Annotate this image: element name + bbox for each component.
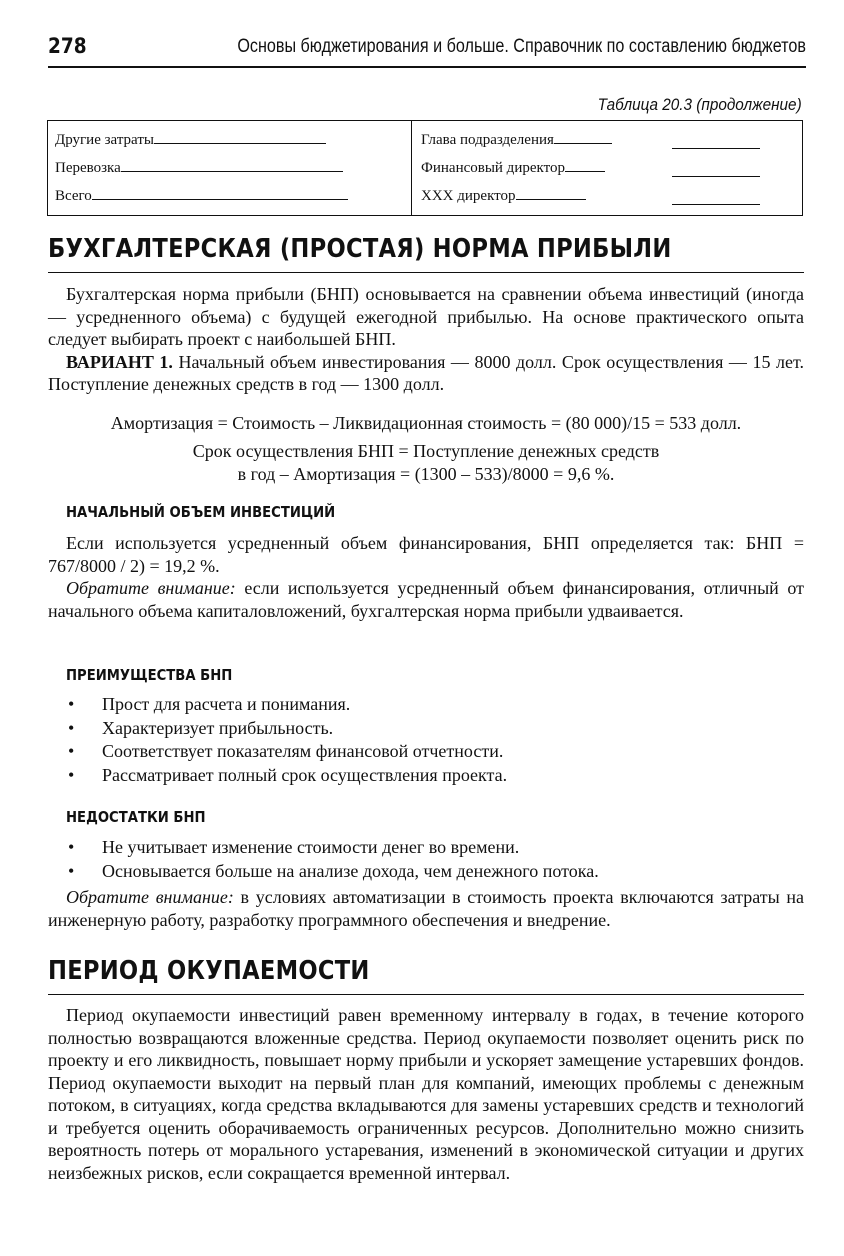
table-divider (411, 121, 412, 215)
list-item: • Характеризует прибыльность. (66, 717, 507, 741)
table-cell-label: Глава подразделения (421, 132, 554, 148)
table-row (55, 187, 348, 205)
signature-table (47, 120, 803, 216)
table-caption: Таблица 20.3 (продолжение) (597, 95, 802, 114)
paragraph: Период окупаемости инвестиций равен временному интервалу в годах, в течение которого полностью возвращаются вложенные средства. Период окупаемости позволяет оценить риск по проекту и его ликвидность, повышает норму прибыли и ускоряет замещение устаревших фондов. Период окупаемости выходит на первый план для компаний, имеющих проблемы с денежным потоком, в ситуациях, когда средства вкладываются для замены устаревших средств и технологий и требуется оценить оборачиваемость ограниченных ресурсов. Дополнительно можно снизить вероятность потерь от морального устаревания, изменений в экономической ситуации и других неизбежных рисков, если сокращается временной интервал. (48, 1005, 804, 1183)
fill-line (565, 159, 605, 172)
table-row (55, 159, 343, 177)
list-item: • Соответствует показателям финансовой отчетности. (66, 740, 507, 764)
disadvantages-list (66, 836, 599, 883)
variant-text: Начальный объем инвестирования — 8000 долл. Срок осуществления — 15 лет. Поступление денежных средств в год — 1300 долл. (48, 351, 804, 394)
paragraph: Если используется усредненный объем финансирования, БНП определяется так: БНП = 767/8000 / 2) = 19,2 %. (48, 533, 804, 576)
note-label: Обратите внимание: (66, 578, 236, 598)
body-text (48, 1004, 804, 1184)
fill-line (554, 131, 612, 144)
note-text: в условиях автоматизации в стоимость проекта включаются затраты на инженерную работу, разработку программного обеспечения и внедрение. (48, 887, 805, 930)
fill-line (516, 187, 586, 200)
body-text (48, 532, 804, 622)
body-text (48, 886, 804, 931)
subsection-heading: НАЧАЛЬНЫЙ ОБЪЕМ ИНВЕСТИЦИЙ (66, 503, 336, 521)
table-row (421, 159, 605, 177)
signature-line (672, 148, 760, 149)
table-cell-label: XXX директор (421, 188, 516, 204)
section-heading (48, 234, 804, 273)
paragraph: Бухгалтерская норма прибыли (БНП) основывается на сравнении объема инвестиций (иногда — усредненного объема) с будущей ежегодной прибылью. На основе практического опыта следует выбирать проект с наибольшей БНП. (48, 284, 804, 349)
body-text (48, 283, 804, 396)
fill-line (92, 187, 348, 200)
note-text: если используется усредненный объем финансирования, отличный от начального объема капиталовложений, бухгалтерская норма прибыли удваивается. (48, 578, 804, 621)
list-item: • Основывается больше на анализе дохода, чем денежного потока. (66, 860, 599, 884)
page-number: 278 (48, 34, 87, 58)
formula: Амортизация = Стоимость – Ликвидационная стоимость = (80 000)/15 = 533 долл. (110, 413, 742, 433)
table-cell-label: Перевозка (55, 160, 121, 176)
table-cell-label: Всего (55, 188, 92, 204)
formula-line: в год – Амортизация = (1300 – 533)/8000 = 9,6 %. (237, 463, 615, 484)
paragraph (48, 351, 804, 396)
advantages-list (66, 693, 507, 787)
section-heading (48, 956, 804, 995)
list-item: • Рассматривает полный срок осуществления проекта. (66, 764, 507, 788)
formula-line: Срок осуществления БНП = Поступление денежных средств (192, 441, 660, 461)
running-title: Основы бюджетирования и больше. Справочник по составлению бюджетов (237, 36, 806, 57)
table-cell-label: Финансовый директор (421, 160, 565, 176)
list-item: • Прост для расчета и понимания. (66, 693, 507, 717)
section-heading-text: ПЕРИОД ОКУПАЕМОСТИ (48, 956, 370, 986)
variant-label: ВАРИАНТ 1. (66, 351, 173, 372)
table-row (421, 131, 612, 149)
paragraph (48, 886, 804, 931)
subsection-heading: НЕДОСТАТКИ БНП (66, 808, 206, 826)
signature-line (672, 176, 760, 177)
table-cell-label: Другие затраты (55, 132, 154, 148)
formula (48, 440, 804, 485)
table-row (55, 131, 326, 149)
section-heading-text: БУХГАЛТЕРСКАЯ (ПРОСТАЯ) НОРМА ПРИБЫЛИ (48, 234, 672, 264)
paragraph (48, 577, 804, 622)
fill-line (121, 159, 343, 172)
table-row (421, 187, 586, 205)
fill-line (154, 131, 326, 144)
subsection-heading: ПРЕИМУЩЕСТВА БНП (66, 666, 233, 684)
note-label: Обратите внимание: (66, 887, 234, 907)
signature-line (672, 204, 760, 205)
list-item: • Не учитывает изменение стоимости денег во времени. (66, 836, 599, 860)
running-header (48, 30, 806, 68)
